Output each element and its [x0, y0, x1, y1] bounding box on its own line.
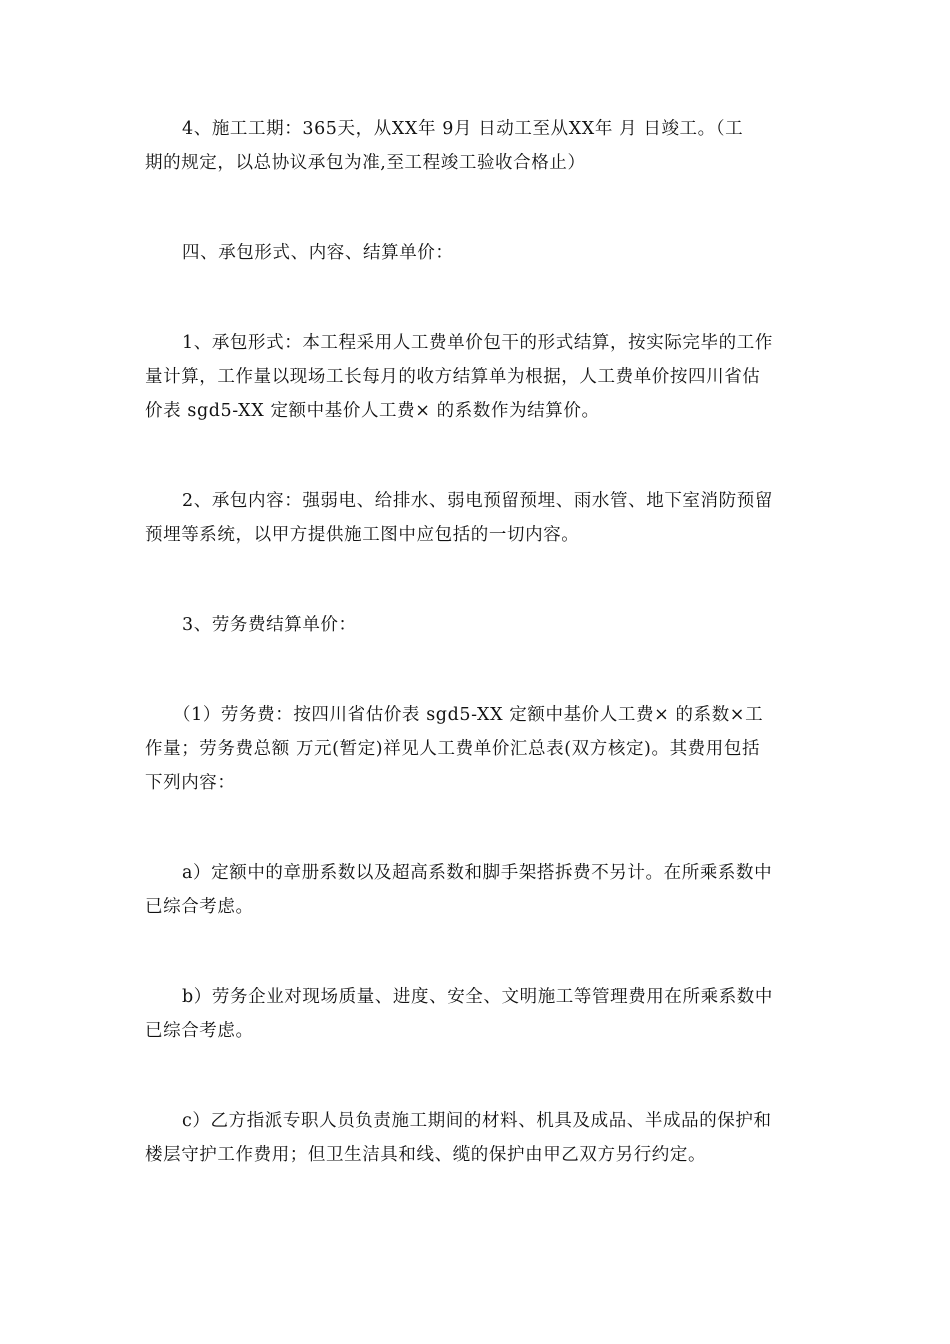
- text-line: 3、劳务费结算单价：: [182, 615, 357, 635]
- text-line: 期的规定，以总协议承包为准,至工程竣工验收合格止）: [145, 153, 586, 173]
- text-line: （1）劳务费：按四川省估价表 sgd5-XX 定额中基价人工费× 的系数×工: [173, 705, 764, 725]
- paragraph-item-a: [145, 856, 810, 924]
- paragraph-item-b: [145, 980, 810, 1048]
- section-heading-contract-form: [145, 236, 810, 270]
- paragraph-contract-content: [145, 484, 810, 552]
- text-line: 2、承包内容：强弱电、给排水、弱电预留预埋、雨水管、地下室消防预留: [182, 491, 773, 511]
- text-line: 4、施工工期：365天，从XX年 9月 日动工至从XX年 月 日竣工。（工: [182, 119, 744, 139]
- paragraph-labor-fee: [145, 698, 810, 800]
- text-line: 楼层守护工作费用；但卫生洁具和线、缆的保护由甲乙双方另行约定。: [145, 1145, 707, 1165]
- document-page: [145, 112, 810, 1172]
- paragraph-construction-period: [145, 112, 810, 180]
- text-line: 作量；劳务费总额 万元(暂定)祥见人工费单价汇总表(双方核定)。其费用包括: [145, 739, 761, 759]
- text-line: 预埋等系统，以甲方提供施工图中应包括的一切内容。: [145, 525, 580, 545]
- paragraph-labor-fee-heading: [145, 608, 810, 642]
- paragraph-item-c: [145, 1104, 810, 1172]
- text-line: c）乙方指派专职人员负责施工期间的材料、机具及成品、半成品的保护和: [182, 1111, 772, 1131]
- text-line: 1、承包形式：本工程采用人工费单价包干的形式结算，按实际完毕的工作: [182, 333, 773, 353]
- text-line: 价表 sgd5-XX 定额中基价人工费× 的系数作为结算价。: [145, 401, 600, 421]
- text-line: 下列内容：: [145, 773, 236, 793]
- paragraph-contract-form: [145, 326, 810, 428]
- text-line: a）定额中的章册系数以及超高系数和脚手架搭拆费不另计。在所乘系数中: [182, 863, 773, 883]
- text-line: 量计算，工作量以现场工长每月的收方结算单为根据，人工费单价按四川省估: [145, 367, 761, 387]
- text-line: 已综合考虑。: [145, 897, 254, 917]
- text-line: 已综合考虑。: [145, 1021, 254, 1041]
- text-line: b）劳务企业对现场质量、进度、安全、文明施工等管理费用在所乘系数中: [182, 987, 773, 1007]
- text-line: 四、承包形式、内容、结算单价：: [182, 243, 454, 263]
